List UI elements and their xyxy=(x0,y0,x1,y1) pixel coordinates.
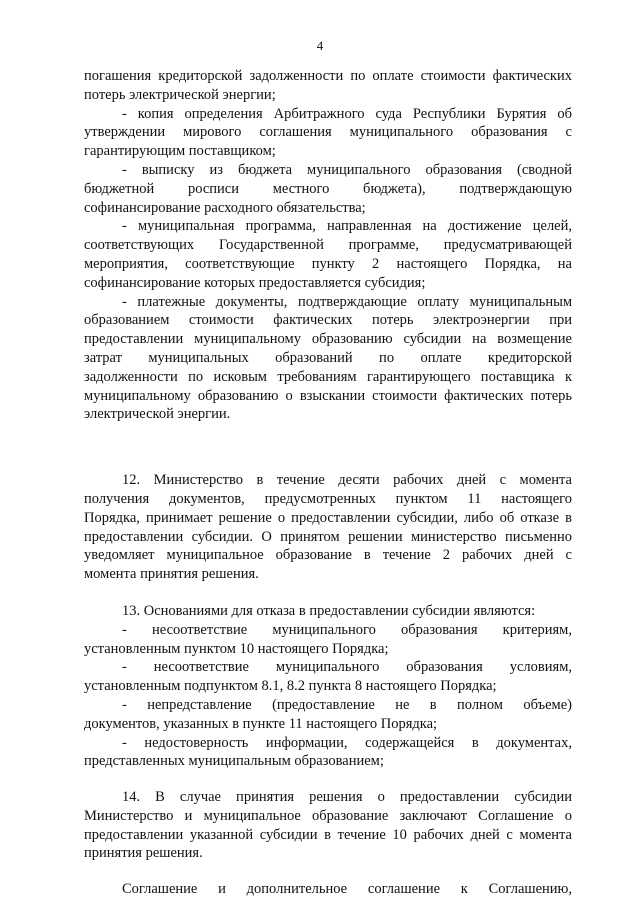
text-line: - несоответствие муниципального образования критериям, xyxy=(122,621,572,638)
text-line: образованием стоимости фактических потерь электроэнергии при xyxy=(84,312,572,329)
text-line: - несоответствие муниципального образования условиям, xyxy=(122,659,572,676)
text-line: представленных муниципальным образованием; xyxy=(84,753,384,770)
text-line: 13. Основаниями для отказа в предоставлении субсидии являются: xyxy=(122,602,536,619)
text-line: задолженности по исковым требованиям гарантирующего поставщика к xyxy=(84,368,572,385)
text-line: принятия решения. xyxy=(84,845,203,862)
text-line: погашения кредиторской задолженности по оплате стоимости фактических xyxy=(84,68,572,84)
paragraph-gap xyxy=(84,771,572,788)
text-line: софинансирование расходного обязательства; xyxy=(84,199,366,216)
text-line: Министерство и муниципальное образование заключают Соглашение о xyxy=(84,807,572,824)
paragraph xyxy=(84,105,572,161)
paragraph-gap xyxy=(84,584,572,602)
paragraph xyxy=(84,788,572,863)
paragraph xyxy=(84,880,572,899)
text-line: документов, указанных в пункте 11 настоящего Порядка; xyxy=(84,715,438,732)
text-line: Порядка, принимает решение о предоставлении субсидии, либо об отказе в xyxy=(84,509,572,526)
text-line: 14. В случае принятия решения о предоставлении субсидии xyxy=(122,789,572,806)
paragraph xyxy=(84,217,572,292)
paragraph xyxy=(84,471,572,584)
text-line: - непредставление (предоставление не в полном объеме) xyxy=(122,696,572,713)
text-line: соответствующих Государственной программе, предусматривающей xyxy=(84,237,572,254)
page-number: 4 xyxy=(316,38,324,53)
paragraph xyxy=(84,293,572,425)
text-line: - муниципальная программа, направленная на достижение целей, xyxy=(122,218,572,235)
text-line: - выписку из бюджета муниципального образования (сводной xyxy=(122,161,572,178)
paragraph xyxy=(84,161,572,217)
text-line: муниципальному образованию о взыскании стоимости фактических потерь xyxy=(84,387,572,404)
text-line: предоставлении субсидии. О принятом решении министерство письменно xyxy=(84,528,572,545)
paragraph-gap xyxy=(84,424,572,471)
text-line: установленным подпунктом 8.1, 8.2 пункта 8 настоящего Порядка; xyxy=(84,678,497,695)
text-line: электрической энергии. xyxy=(84,406,231,423)
text-line: момента принятия решения. xyxy=(84,566,259,583)
text-line: 12. Министерство в течение десяти рабочих дней с момента xyxy=(122,472,572,489)
text-line: установленным пунктом 10 настоящего Порядка; xyxy=(84,640,389,657)
text-line: - платежные документы, подтверждающие оплату муниципальным xyxy=(122,293,572,310)
text-line: потерь электрической энергии; xyxy=(84,86,276,103)
paragraph-gap xyxy=(84,863,572,880)
text-line: получения документов, предусмотренных пунктом 11 настоящего xyxy=(84,490,572,507)
paragraph xyxy=(84,67,572,105)
text-line: предоставлении муниципальному образованию субсидии на возмещение xyxy=(84,331,572,348)
text-line: мероприятия, соответствующие пункту 2 настоящего Порядка, на xyxy=(84,255,572,272)
text-line: предоставлении указанной субсидии в течение 10 рабочих дней с момента xyxy=(84,826,572,843)
text-line: утверждении мирового соглашения муниципального образования с xyxy=(84,124,572,141)
text-line: уведомляет муниципальное образование в течение 2 рабочих дней с xyxy=(84,547,572,564)
text-line: Соглашение и дополнительное соглашение к Соглашению, xyxy=(122,881,572,898)
paragraph xyxy=(84,602,572,771)
text-line: гарантирующим поставщиком; xyxy=(84,143,276,160)
text-line: бюджетной росписи местного бюджета), подтверждающую xyxy=(84,180,572,197)
text-line: затрат муниципальных образований по оплате кредиторской xyxy=(84,349,572,366)
text-line: - копия определения Арбитражного суда Республики Бурятия об xyxy=(122,105,572,122)
text-line: - недостоверность информации, содержащейся в документах, xyxy=(122,734,572,751)
text-line: софинансирование которых предоставляется субсидия; xyxy=(84,274,426,291)
document-body xyxy=(84,67,572,899)
